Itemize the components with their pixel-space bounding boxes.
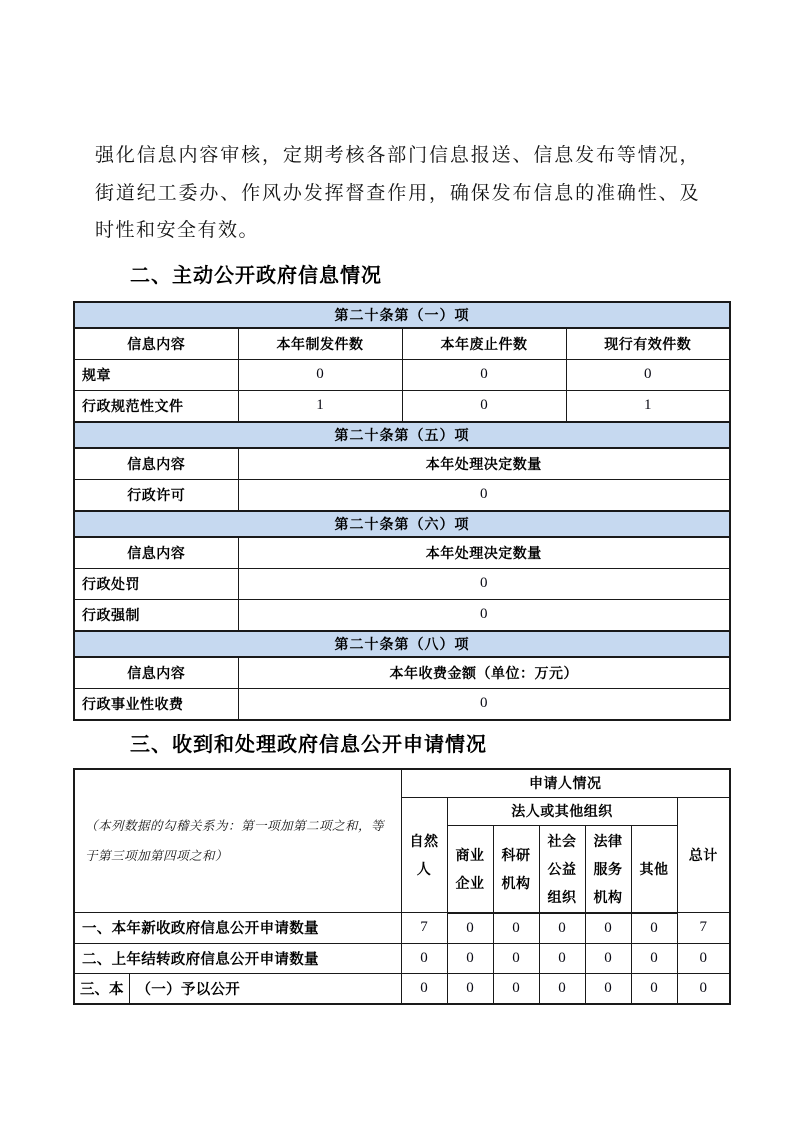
cell-value: 0 (402, 390, 566, 422)
cell-value: 0 (238, 688, 730, 720)
section3-heading: 三、收到和处理政府信息公开申请情况 (130, 733, 487, 756)
col-header-info-content: 信息内容 (74, 657, 238, 689)
table-row (74, 913, 730, 944)
cell-value: 0 (401, 943, 447, 973)
table-row (74, 359, 730, 390)
cell-value: 7 (401, 913, 447, 944)
table-row (74, 688, 730, 720)
cell-value: 7 (677, 913, 730, 944)
cell-value: 0 (238, 359, 402, 390)
table-row (74, 511, 730, 537)
cell-value: 0 (238, 479, 730, 511)
table-row (74, 769, 730, 798)
section-title-article20-6: 第二十条第（六）项 (74, 511, 730, 537)
cell-value: 0 (539, 913, 585, 944)
cell-value: 0 (493, 913, 539, 944)
section-title-article20-1: 第二十条第（一）项 (74, 302, 730, 328)
cell-value: 0 (585, 943, 631, 973)
header-applicant-situation: 申请人情况 (401, 769, 730, 798)
cell-value: 0 (402, 359, 566, 390)
col-header-in-force: 现行有效件数 (566, 328, 730, 360)
cell-value: 0 (447, 973, 493, 1004)
col-header-info-content: 信息内容 (74, 448, 238, 480)
table-row (74, 479, 730, 511)
cell-value: 0 (585, 973, 631, 1004)
row-label-granted-disclosure: （一）予以公开 (129, 973, 401, 1004)
cell-value: 0 (631, 973, 677, 1004)
row-label-normative-docs: 行政规范性文件 (74, 390, 238, 422)
table-row (74, 599, 730, 631)
cell-value: 0 (447, 913, 493, 944)
cell-value: 0 (677, 973, 730, 1004)
cell-value: 0 (238, 599, 730, 631)
row-label-admin-license: 行政许可 (74, 479, 238, 511)
col-header-fees: 本年收费金额（单位：万元） (238, 657, 730, 689)
table-row (74, 422, 730, 448)
cell-value: 0 (539, 943, 585, 973)
section-title-article20-8: 第二十条第（八）项 (74, 631, 730, 657)
header-research-institution: 科研机构 (493, 825, 539, 913)
row-label-admin-coercion: 行政强制 (74, 599, 238, 631)
col-header-info-content: 信息内容 (74, 328, 238, 360)
cell-value: 0 (677, 943, 730, 973)
table-proactive-disclosure (73, 301, 731, 721)
table-applications (73, 768, 731, 1005)
table-row (74, 448, 730, 480)
section-title-article20-5: 第二十条第（五）项 (74, 422, 730, 448)
cell-value: 0 (585, 913, 631, 944)
table-row (74, 973, 730, 1004)
col-header-decisions: 本年处理决定数量 (238, 448, 730, 480)
table-row (74, 537, 730, 569)
table-row (74, 302, 730, 328)
header-other: 其他 (631, 825, 677, 913)
cell-value: 0 (566, 359, 730, 390)
table-row (74, 568, 730, 599)
header-total: 总计 (677, 797, 730, 913)
row-label-admin-penalty: 行政处罚 (74, 568, 238, 599)
cell-value: 0 (539, 973, 585, 1004)
section2-heading: 二、主动公开政府信息情况 (130, 264, 382, 287)
cell-value: 0 (401, 973, 447, 1004)
col-header-issued: 本年制发件数 (238, 328, 402, 360)
body-paragraph: 强化信息内容审核，定期考核各部门信息报送、信息发布等情况，街道纪工委办、作风办发挥督查作用，确保发布信息的准确性、及时性和安全有效。 (95, 145, 700, 241)
cell-value: 0 (238, 568, 730, 599)
cell-value: 0 (493, 973, 539, 1004)
col-header-info-content: 信息内容 (74, 537, 238, 569)
table-row (74, 328, 730, 360)
row-group-label-results: 三、本 (74, 973, 129, 1004)
cell-value: 0 (631, 943, 677, 973)
cell-value: 1 (238, 390, 402, 422)
header-legal-org: 法人或其他组织 (447, 797, 677, 825)
row-label-new-requests: 一、本年新收政府信息公开申请数量 (74, 913, 401, 944)
table-row (74, 631, 730, 657)
table-row (74, 943, 730, 973)
table-row (74, 657, 730, 689)
table-row (74, 390, 730, 422)
header-commercial-enterprise: 商业企业 (447, 825, 493, 913)
row-label-carried-over-requests: 二、上年结转政府信息公开申请数量 (74, 943, 401, 973)
header-social-welfare-org: 社会公益组织 (539, 825, 585, 913)
reconciliation-note: （本列数据的勾稽关系为：第一项加第二项之和，等于第三项加第四项之和） (74, 769, 401, 913)
cell-value: 0 (493, 943, 539, 973)
col-header-decisions: 本年处理决定数量 (238, 537, 730, 569)
cell-value: 0 (631, 913, 677, 944)
cell-value: 1 (566, 390, 730, 422)
col-header-repealed: 本年废止件数 (402, 328, 566, 360)
cell-value: 0 (447, 943, 493, 973)
header-natural-person: 自然人 (401, 797, 447, 913)
header-legal-service-org: 法律服务机构 (585, 825, 631, 913)
row-label-rules: 规章 (74, 359, 238, 390)
row-label-admin-fees: 行政事业性收费 (74, 688, 238, 720)
